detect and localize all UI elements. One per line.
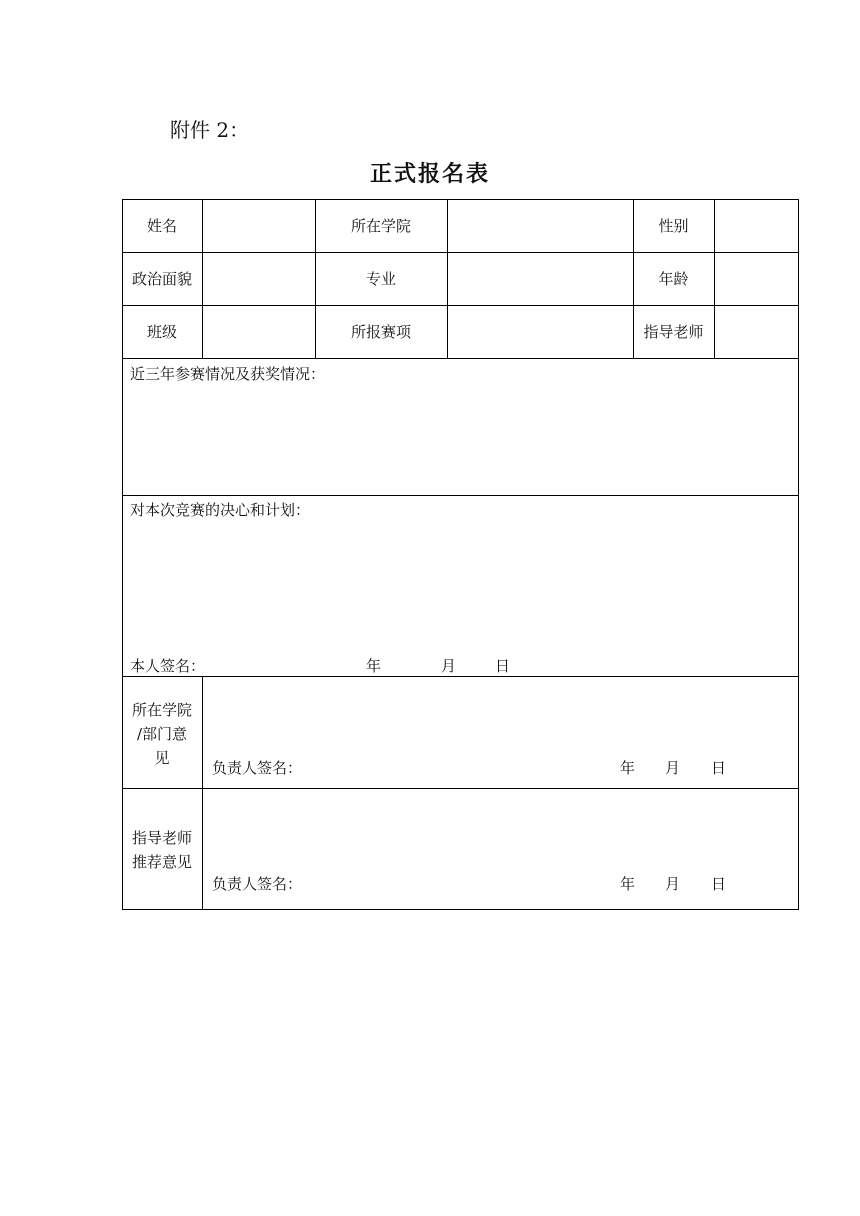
advisor-sign-month: 月 <box>665 875 681 893</box>
name-field[interactable] <box>203 199 315 252</box>
plan-label: 对本次竞赛的决心和计划： <box>130 501 311 519</box>
advisor-sign-year: 年 <box>620 875 636 893</box>
event-label: 所报赛项 <box>350 323 411 341</box>
age-field[interactable] <box>715 252 799 305</box>
age-label: 年龄 <box>658 270 689 288</box>
college-sign-day: 日 <box>711 759 727 777</box>
college-label: 所在学院 <box>350 217 411 235</box>
major-label: 专业 <box>365 270 396 288</box>
self-sign-label: 本人签名： <box>130 657 206 675</box>
self-sign-year: 年 <box>366 657 382 675</box>
advisor-label: 指导老师 <box>643 323 704 341</box>
advisor-field[interactable] <box>715 305 799 358</box>
advisor-opinion-label-line: 指导老师 <box>131 829 192 847</box>
college-field[interactable] <box>448 199 633 252</box>
advisor-opinion-field[interactable] <box>203 789 798 869</box>
history-field[interactable] <box>123 385 798 493</box>
advisor-sign-label: 负责人签名： <box>212 875 303 893</box>
history-label: 近三年参赛情况及获奖情况： <box>130 365 326 383</box>
self-sign-month: 月 <box>441 657 457 675</box>
major-field[interactable] <box>448 252 633 305</box>
self-sign-day: 日 <box>495 657 511 675</box>
college-opinion-label-line: 见 <box>154 749 170 767</box>
advisor-opinion-label-line: 推荐意见 <box>131 853 192 871</box>
form-title: 正式报名表 <box>369 161 490 187</box>
class-field[interactable] <box>203 305 315 358</box>
college-opinion-field[interactable] <box>203 677 798 752</box>
college-sign-label: 负责人签名： <box>212 759 303 777</box>
name-label: 姓名 <box>146 217 177 235</box>
class-label: 班级 <box>146 323 177 341</box>
politics-field[interactable] <box>203 252 315 305</box>
gender-label: 性别 <box>658 217 689 235</box>
advisor-sign-day: 日 <box>711 875 727 893</box>
row-divider <box>122 358 799 359</box>
event-field[interactable] <box>448 305 633 358</box>
gender-field[interactable] <box>715 199 799 252</box>
attachment-label: 附件 2： <box>170 118 250 142</box>
college-opinion-label-line: /部门意 <box>136 725 188 743</box>
college-sign-month: 月 <box>665 759 681 777</box>
college-sign-year: 年 <box>620 759 636 777</box>
advisor-opinion-label <box>122 826 202 874</box>
row-divider <box>122 495 799 496</box>
college-opinion-label <box>122 698 202 770</box>
plan-field[interactable] <box>123 522 798 650</box>
college-opinion-label-line: 所在学院 <box>131 701 192 719</box>
politics-label: 政治面貌 <box>131 270 192 288</box>
